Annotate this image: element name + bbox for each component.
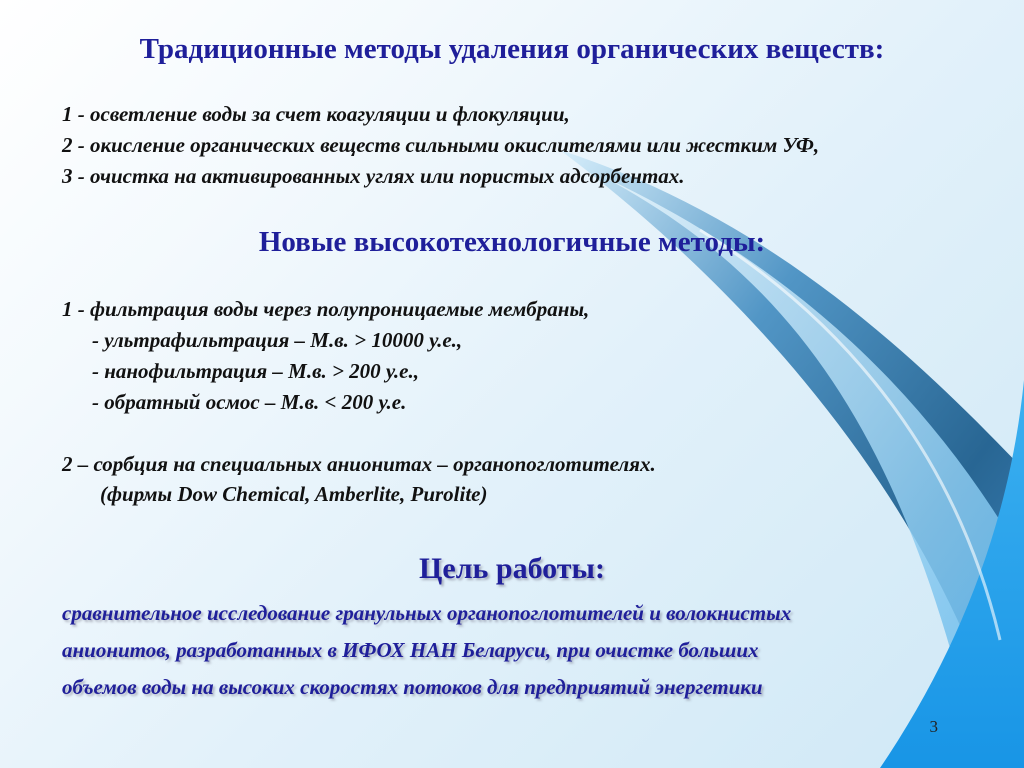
new-method-1: 1 - фильтрация воды через полупроницаемые мембраны, bbox=[62, 297, 590, 321]
page-number: 3 bbox=[929, 717, 938, 736]
new-method-sub-ultrafiltration: - ультрафильтрация – М.в. > 10000 у.е., bbox=[92, 328, 463, 352]
traditional-item-1: 1 - осветление воды за счет коагуляции и флокуляции, bbox=[62, 102, 570, 126]
traditional-item-2: 2 - окисление органических веществ сильными окислителями или жестким УФ, bbox=[62, 133, 820, 157]
new-methods-title: Новые высокотехнологичные методы: bbox=[258, 226, 766, 258]
traditional-methods-title: Традиционные методы удаления органических веществ: bbox=[139, 33, 885, 65]
goal-line-1: сравнительное исследование гранульных органопоглотителей и волокнистых bbox=[62, 601, 792, 625]
firms-note: (фирмы Dow Chemical, Amberlite, Purolite) bbox=[100, 482, 488, 506]
new-method-sub-reverse-osmosis: - обратный осмос – М.в. < 200 у.е. bbox=[92, 390, 407, 414]
traditional-item-3: 3 - очистка на активированных углях или пористых адсорбентах. bbox=[62, 164, 685, 188]
goal-title: Цель работы: bbox=[419, 552, 605, 585]
new-method-2: 2 – сорбция на специальных анионитах – органопоглотителях. bbox=[62, 452, 656, 476]
goal-line-2: анионитов, разработанных в ИФОХ НАН Беларуси, при очистке больших bbox=[62, 638, 759, 662]
goal-line-3: объемов воды на высоких скоростях потоков для предприятий энергетики bbox=[62, 675, 763, 699]
new-method-sub-nanofiltration: - нанофильтрация – М.в. > 200 у.е., bbox=[92, 359, 419, 383]
